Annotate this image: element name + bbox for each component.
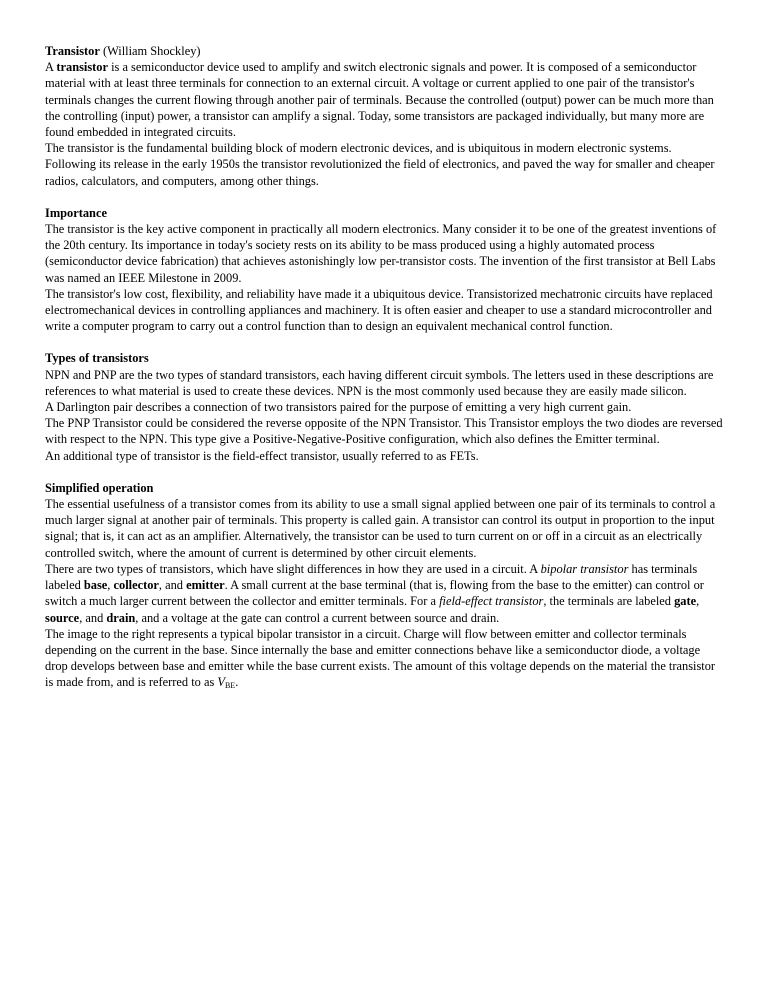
text-run: , and	[79, 610, 107, 625]
heading-text: Types of transistors	[45, 351, 149, 366]
term-gate: gate	[674, 594, 697, 609]
section-title-transistor: Transistor	[45, 44, 100, 58]
title-suffix: (William Shockley)	[99, 44, 201, 58]
heading-text: Importance	[45, 205, 107, 220]
document-page	[45, 43, 725, 707]
text-run: ,	[696, 594, 700, 609]
section-types	[45, 350, 725, 463]
paragraph-types-2: A Darlington pair describes a connection of two transistors paired for the purpose of emitting a very high current gain.	[45, 400, 632, 415]
symbol-subscript-be: BE	[224, 681, 236, 691]
term-collector: collector	[113, 578, 159, 593]
paragraph-operation-1: The essential usefulness of a transistor comes from its ability to use a small signal applied between one pair of its terminals to control a much larger signal at another pair of terminals. This property is called gain. A transistor can control its output in proportion to the input signal; that is, it can act as an amplifier. Alternatively, the transistor can be used to turn current on or off in a circuit as an electrically controlled switch, where the amount of current is determined by other circuit elements.	[45, 497, 716, 560]
text-run: .	[235, 675, 239, 690]
paragraph-transistor-2: The transistor is the fundamental building block of modern electronic devices, and is ubiquitous in modern electronic systems. Following its release in the early 1950s the transistor revolutionized the field of electronics, and paved the way for smaller and cheaper radios, calculators, and computers, among other things.	[45, 141, 715, 188]
section-importance	[45, 205, 725, 335]
text-run: ,	[107, 578, 114, 593]
paragraph-transistor-1	[45, 59, 725, 140]
text-run: has terminals labeled	[45, 561, 698, 593]
text-run: is a semiconductor device used to amplify and switch electronic signals and power. It is composed of a semiconductor material with at least three terminals for connection to an external circuit. A voltage or current applied to one pair of the transistor's terminals changes the current flowing through another pair of terminals. Because the controlled (output) power can be much more than the controlling (input) power, a transistor can amplify a signal. Today, some transistors are packaged individually, but many more are found embedded in integrated circuits.	[45, 60, 714, 140]
section-title-importance	[45, 205, 725, 221]
heading-line-transistor	[45, 43, 725, 59]
term-field-effect-transistor: field-effect transistor	[439, 594, 544, 609]
text-run: , the terminals are labeled	[543, 594, 675, 609]
text-run: There are two types of transistors, which have slight differences in how they are used in a circuit. A	[45, 561, 541, 576]
term-drain: drain	[106, 610, 136, 625]
paragraph-importance-2: The transistor's low cost, flexibility, and reliability have made it a ubiquitous device. Transistorized mechatronic circuits have replaced electromechanical devices in controlling appliances and machinery. It is often easier and cheaper to use a standard microcontroller and write a computer program to carry out a control function than to design an equivalent mechanical control function.	[45, 286, 713, 334]
section-title-operation	[45, 480, 725, 496]
paragraph-importance-1: The transistor is the key active component in practically all modern electronics. Many consider it to be one of the greatest inventions of the 20th century. Its importance in today's society rests on its ability to be mass produced using a highly automated process (semiconductor device fabrication) that achieves astonishingly low per-transistor costs. The invention of the first transistor at Bell Labs was named an IEEE Milestone in 2009.	[45, 222, 717, 285]
paragraph-types-4: An additional type of transistor is the field-effect transistor, usually referred to as FETs.	[45, 448, 479, 463]
text-run: A	[45, 60, 57, 75]
heading-text: Simplified operation	[45, 480, 154, 495]
term-emitter: emitter	[186, 578, 225, 593]
paragraph-operation-2	[45, 561, 725, 626]
section-transistor	[45, 43, 725, 189]
section-title-types	[45, 350, 725, 366]
text-run: , and	[158, 578, 187, 593]
term-base: base	[83, 578, 108, 593]
text-run: . A small current at the base terminal (that is, flowing from the base to the emitter) can control or switch a much larger current between the collector and emitter terminals. For a	[45, 578, 704, 609]
symbol-v: V	[217, 675, 225, 690]
text-run: , and a voltage at the gate can control a current between source and drain.	[135, 610, 500, 625]
term-bipolar-transistor: bipolar transistor	[540, 561, 629, 576]
term-transistor: transistor	[56, 60, 108, 75]
term-source: source	[45, 610, 80, 625]
section-operation	[45, 480, 725, 691]
text-run: The image to the right represents a typical bipolar transistor in a circuit. Charge will flow between emitter and collector terminals depending on the current in the base. Since internally the base and emitter connections behave like a semiconductor diode, a voltage drop develops between base and emitter while the base current exists. The amount of this voltage depends on the material the transistor is made from, and is referred to as	[45, 626, 716, 690]
paragraph-operation-3	[45, 626, 725, 691]
paragraph-types-1: NPN and PNP are the two types of standard transistors, each having different circuit symbols. The letters used in these descriptions are references to what material is used to create these devices. NPN is the most commonly used because they are easily made silicon.	[45, 367, 714, 398]
paragraph-types-3: The PNP Transistor could be considered the reverse opposite of the NPN Transistor. This Transistor employs the two diodes are reversed with respect to the NPN. This type give a Positive-Negative-Positive configuration, which also defines the Emitter terminal.	[45, 416, 723, 447]
